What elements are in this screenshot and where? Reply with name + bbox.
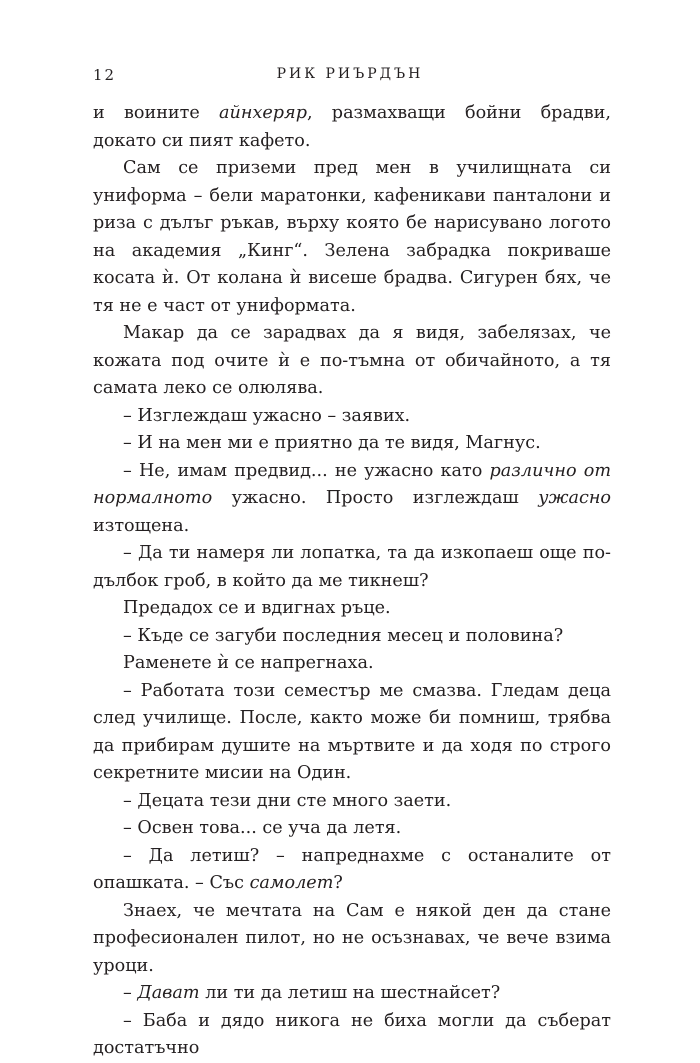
- text-run: –: [123, 983, 138, 1003]
- paragraph: [93, 623, 611, 651]
- text-run: – Децата тези дни сте много заети.: [123, 790, 452, 811]
- text-run: ?: [333, 873, 343, 893]
- text-run: Макар да се зарадвах да я видя, забелязах, че кожата под очите ѝ е по-тъмна от обичайното, а тя самата леко се олюлява.: [93, 323, 611, 398]
- paragraph: [93, 650, 611, 678]
- text-run: – Къде се загуби последния месец и половина?: [123, 625, 564, 646]
- text-run: Знаех, че мечтата на Сам е някой ден да стане професионален пилот, но не осъзнавах, че вече взима уроци.: [93, 900, 611, 976]
- text-run: – И на мен ми е приятно да те видя, Магнус.: [123, 433, 541, 453]
- text-run: Сам се приземи пред мен в училищната си униформа – бели маратонки, кафеникави панталони и риза с дълъг ръкав, върху която бе нарисувано логото на академия „Кинг“. Зелена забрадка покриваше косата ѝ. От колана ѝ висеше брадва. Сигурен бях, че тя не е част от униформата.: [93, 158, 611, 316]
- paragraph: [93, 430, 611, 458]
- paragraph: [93, 595, 611, 623]
- paragraph: [93, 898, 611, 981]
- text-run: – Да летиш? – напреднахме с останалите от опашката. – Със: [93, 845, 611, 893]
- italic-run: ужасно: [538, 488, 611, 508]
- italic-run: различно от нормалното: [93, 460, 611, 508]
- text-run: , размахващи бойни брадви, докато си пият кафето.: [93, 103, 611, 151]
- text-run: изтощена.: [93, 515, 190, 536]
- text-run: – Освен това... се уча да летя.: [123, 818, 402, 838]
- text-run: – Не, имам предвид... не ужасно като: [123, 460, 490, 481]
- paragraph: [93, 1008, 611, 1063]
- text-run: ужасно. Просто изглеждаш: [212, 488, 539, 508]
- paragraph: [93, 155, 611, 320]
- paragraph: [93, 540, 611, 595]
- italic-run: айнхеряр: [219, 103, 307, 123]
- text-run: – Изглеждаш ужасно – заявих.: [123, 405, 411, 426]
- italic-run: Дават: [137, 983, 200, 1003]
- paragraph: [93, 843, 611, 898]
- paragraph: [93, 788, 611, 816]
- text-run: Предадох се и вдигнах ръце.: [123, 598, 391, 618]
- paragraph: [93, 458, 611, 541]
- paragraph: [93, 815, 611, 843]
- paragraph: [93, 320, 611, 403]
- page-number: 12: [93, 66, 117, 84]
- text-run: ли ти да летиш на шестнайсет?: [199, 983, 501, 1003]
- italic-run: самолет: [249, 873, 334, 893]
- running-head: РИК РИЪРДЪН: [276, 66, 424, 82]
- paragraph: [93, 403, 611, 431]
- text-run: – Баба и дядо никога не биха могли да съберат достатъчно: [93, 1010, 611, 1058]
- paragraph: [93, 100, 611, 155]
- text-run: Раменете ѝ се напрегнаха.: [123, 653, 374, 673]
- text-body: [93, 100, 611, 1063]
- paragraph: [93, 980, 611, 1008]
- text-run: – Да ти намеря ли лопатка, та да изкопаеш още по-дълбок гроб, в който да ме тикнеш?: [93, 543, 611, 591]
- text-run: и воините: [93, 103, 220, 123]
- text-run: – Работата този семестър ме смазва. Гледам деца след училище. После, както може би помниш, трябва да прибирам душите на мъртвите и да ходя по строго секретните мисии на Один.: [93, 680, 611, 783]
- paragraph: [93, 678, 611, 788]
